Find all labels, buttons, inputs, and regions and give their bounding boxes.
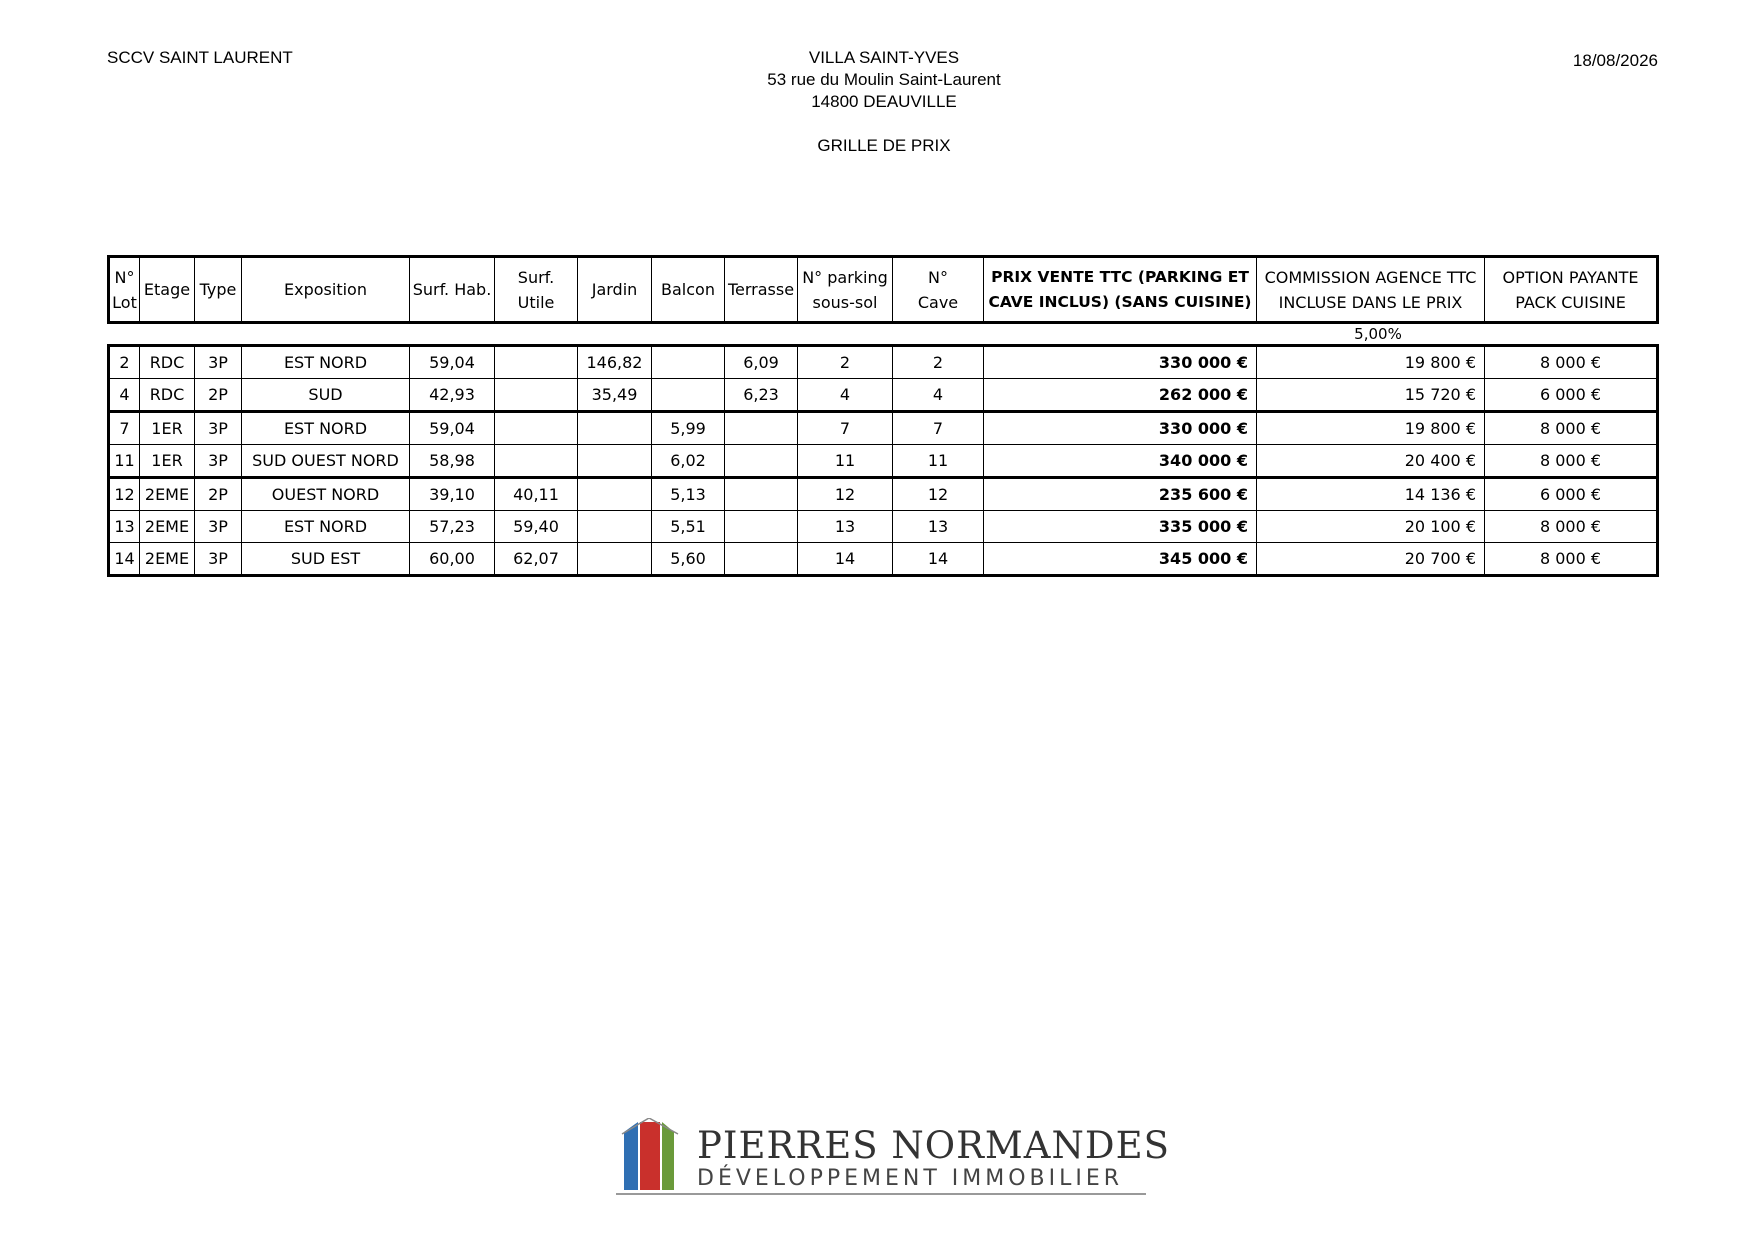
cell-exposition: EST NORD: [242, 412, 410, 445]
cell-jardin: [578, 543, 652, 576]
cell-parking: 7: [798, 412, 893, 445]
document-title: GRILLE DE PRIX: [817, 136, 951, 155]
cell-parking: 12: [798, 478, 893, 511]
cell-cave: 4: [893, 379, 984, 412]
cell-exposition: SUD EST: [242, 543, 410, 576]
cell-commission: 14 136 €: [1257, 478, 1485, 511]
cell-exposition: OUEST NORD: [242, 478, 410, 511]
cell-surf-hab: 58,98: [410, 445, 495, 478]
cell-surf-utile: 62,07: [495, 543, 578, 576]
cell-balcon: [652, 379, 725, 412]
cell-terrasse: [725, 543, 798, 576]
cell-prix: 330 000 €: [984, 412, 1257, 445]
cell-prix: 340 000 €: [984, 445, 1257, 478]
logo-title: PIERRES NORMANDES: [697, 1124, 1170, 1167]
cell-surf-hab: 59,04: [410, 412, 495, 445]
cell-lot: 7: [109, 412, 140, 445]
table-row: [109, 478, 1658, 511]
cell-lot: 2: [109, 346, 140, 379]
cell-surf-utile: [495, 412, 578, 445]
cell-option: 8 000 €: [1485, 445, 1658, 478]
column-header-terrasse: Terrasse: [725, 257, 798, 323]
table-row: [109, 445, 1658, 478]
cell-type: 2P: [195, 478, 242, 511]
cell-lot: 11: [109, 445, 140, 478]
cell-option: 6 000 €: [1485, 478, 1658, 511]
table-row: [109, 412, 1658, 445]
cell-exposition: EST NORD: [242, 511, 410, 543]
cell-surf-hab: 59,04: [410, 346, 495, 379]
cell-parking: 2: [798, 346, 893, 379]
column-header-surf-hab: Surf. Hab.: [410, 257, 495, 323]
company-name: SCCV SAINT LAURENT: [107, 48, 293, 67]
cell-jardin: 146,82: [578, 346, 652, 379]
table-row: [109, 511, 1658, 543]
cell-exposition: EST NORD: [242, 346, 410, 379]
cell-type: 3P: [195, 412, 242, 445]
cell-prix: 262 000 €: [984, 379, 1257, 412]
cell-surf-utile: [495, 379, 578, 412]
cell-surf-utile: 40,11: [495, 478, 578, 511]
cell-balcon: 5,99: [652, 412, 725, 445]
cell-parking: 13: [798, 511, 893, 543]
column-header-etage: Etage: [140, 257, 195, 323]
cell-balcon: 5,60: [652, 543, 725, 576]
cell-cave: 13: [893, 511, 984, 543]
column-header-balcon: Balcon: [652, 257, 725, 323]
cell-prix: 335 000 €: [984, 511, 1257, 543]
cell-etage: 2EME: [140, 478, 195, 511]
cell-etage: 1ER: [140, 445, 195, 478]
cell-surf-hab: 57,23: [410, 511, 495, 543]
cell-lot: 14: [109, 543, 140, 576]
cell-surf-hab: 39,10: [410, 478, 495, 511]
cell-option: 8 000 €: [1485, 346, 1658, 379]
cell-surf-utile: 59,40: [495, 511, 578, 543]
project-name: VILLA SAINT-YVES: [808, 48, 960, 67]
address-line1: 53 rue du Moulin Saint-Laurent: [767, 70, 1001, 89]
cell-commission: 19 800 €: [1257, 412, 1485, 445]
commission-rate: 5,00%: [1354, 325, 1402, 343]
cell-jardin: 35,49: [578, 379, 652, 412]
cell-exposition: SUD: [242, 379, 410, 412]
cell-cave: 14: [893, 543, 984, 576]
table-row: [109, 346, 1658, 379]
column-header-parking: N° parking sous-sol: [798, 257, 893, 323]
cell-balcon: 5,13: [652, 478, 725, 511]
cell-option: 8 000 €: [1485, 511, 1658, 543]
cell-type: 3P: [195, 543, 242, 576]
cell-type: 3P: [195, 445, 242, 478]
cell-type: 3P: [195, 511, 242, 543]
cell-commission: 20 100 €: [1257, 511, 1485, 543]
cell-terrasse: [725, 412, 798, 445]
column-header-commission: COMMISSION AGENCE TTC INCLUSE DANS LE PRIX: [1257, 257, 1485, 323]
column-header-cave: N° Cave: [893, 257, 984, 323]
table-row: [109, 543, 1658, 576]
cell-balcon: 6,02: [652, 445, 725, 478]
cell-etage: 2EME: [140, 511, 195, 543]
cell-exposition: SUD OUEST NORD: [242, 445, 410, 478]
cell-jardin: [578, 511, 652, 543]
cell-terrasse: [725, 478, 798, 511]
column-header-jardin: Jardin: [578, 257, 652, 323]
column-header-option: OPTION PAYANTE PACK CUISINE: [1485, 257, 1658, 323]
cell-terrasse: 6,23: [725, 379, 798, 412]
cell-balcon: 5,51: [652, 511, 725, 543]
cell-type: 3P: [195, 346, 242, 379]
cell-jardin: [578, 445, 652, 478]
cell-commission: 20 700 €: [1257, 543, 1485, 576]
price-table-body: [107, 344, 1659, 577]
cell-surf-hab: 60,00: [410, 543, 495, 576]
cell-prix: 330 000 €: [984, 346, 1257, 379]
column-header-type: Type: [195, 257, 242, 323]
column-header-prix: PRIX VENTE TTC (PARKING ET CAVE INCLUS) (SANS CUISINE): [984, 257, 1257, 323]
cell-etage: RDC: [140, 346, 195, 379]
cell-commission: 20 400 €: [1257, 445, 1485, 478]
cell-etage: 1ER: [140, 412, 195, 445]
cell-lot: 4: [109, 379, 140, 412]
cell-terrasse: [725, 445, 798, 478]
column-header-surf-utile: Surf. Utile: [495, 257, 578, 323]
cell-type: 2P: [195, 379, 242, 412]
cell-surf-hab: 42,93: [410, 379, 495, 412]
logo-subtitle: DÉVELOPPEMENT IMMOBILIER: [697, 1166, 1124, 1191]
cell-lot: 13: [109, 511, 140, 543]
cell-parking: 4: [798, 379, 893, 412]
cell-surf-utile: [495, 445, 578, 478]
cell-terrasse: 6,09: [725, 346, 798, 379]
cell-cave: 12: [893, 478, 984, 511]
cell-commission: 15 720 €: [1257, 379, 1485, 412]
cell-surf-utile: [495, 346, 578, 379]
cell-jardin: [578, 412, 652, 445]
cell-prix: 235 600 €: [984, 478, 1257, 511]
cell-etage: 2EME: [140, 543, 195, 576]
cell-lot: 12: [109, 478, 140, 511]
cell-prix: 345 000 €: [984, 543, 1257, 576]
cell-jardin: [578, 478, 652, 511]
cell-option: 8 000 €: [1485, 412, 1658, 445]
cell-etage: RDC: [140, 379, 195, 412]
document-date: 18/08/2026: [1572, 51, 1658, 70]
table-row: [109, 379, 1658, 412]
column-header-exposition: Exposition: [242, 257, 410, 323]
column-header-lot: N° Lot: [109, 257, 140, 323]
cell-option: 6 000 €: [1485, 379, 1658, 412]
cell-balcon: [652, 346, 725, 379]
project-address-block: [0, 47, 1754, 113]
cell-terrasse: [725, 511, 798, 543]
address-line2: 14800 DEAUVILLE: [811, 92, 957, 111]
cell-parking: 11: [798, 445, 893, 478]
cell-cave: 7: [893, 412, 984, 445]
cell-commission: 19 800 €: [1257, 346, 1485, 379]
cell-option: 8 000 €: [1485, 543, 1658, 576]
cell-parking: 14: [798, 543, 893, 576]
cell-cave: 2: [893, 346, 984, 379]
price-table-header: [107, 255, 1659, 324]
cell-cave: 11: [893, 445, 984, 478]
